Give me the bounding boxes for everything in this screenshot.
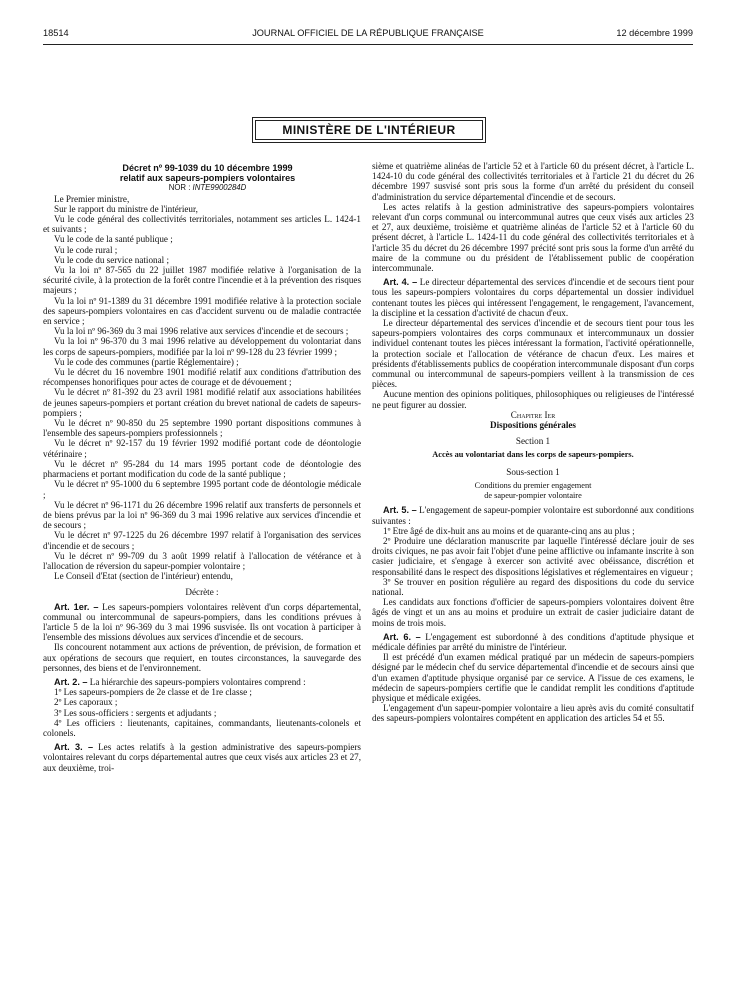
nor-value: INTE9900284D — [192, 183, 247, 193]
paragraph: Il est précédé d'un examen médical pratiqué par un médecin de sapeurs-pompiers désigné par le médecin chef du service départemental d'incendie et de secours ainsi que d'un examen d'aptitude physique organisé par ce service. A l'issue de ces examens, le médecin de sapeurs-pompiers certifie que le candidat remplit les conditions d'aptitude physique et médicale exigées. — [372, 652, 694, 703]
paragraph: Les actes relatifs à la gestion administrative des sapeurs-pompiers volontaires relevant d'un corps communal ou intercommunal autres que ceux visés aux articles 23 et 27, aux deuxième, troisième et quatrième alinéas de l'article 52 et à l'article 60 du présent décret, à l'article L. 1424-11 du code général des collectivités territoriales et à l'article 35 du décret du 26 décembre 1997 précité sont pris sous la forme d'un arrêté du maire de la commune ou du président de l'établissement public de coopération intercommunale. — [372, 201, 694, 274]
paragraph: Vu le décret nº 96-1171 du 26 décembre 1996 relatif aux transferts de personnels et de biens prévus par la loi nº 96-369 du 3 mai 1996 relative aux services d'incendie et de secours ; — [43, 499, 361, 531]
chapter-heading: Chapitre Ier — [510, 409, 556, 420]
right-column — [372, 161, 694, 724]
paragraph: Le Premier ministre, — [54, 193, 130, 204]
paragraph: Sur le rapport du ministre de l'intérieur, — [54, 203, 198, 214]
ministry-title: MINISTÈRE DE L'INTÉRIEUR — [255, 120, 483, 140]
paragraph: Vu le code général des collectivités territoriales, notamment ses articles L. 1424-1 et suivants ; — [43, 214, 361, 235]
paragraph: Aucune mention des opinions politiques, philosophiques ou religieuses de l'intéressé ne peut figurer au dossier. — [372, 389, 694, 410]
list-item: 2º Les caporaux ; — [54, 697, 118, 708]
paragraph: Vu le décret nº 90-850 du 25 septembre 1990 portant dispositions communes à l'ensemble des sapeurs-pompiers professionnels ; — [43, 418, 361, 439]
article-label: Art. 1er. – — [54, 601, 99, 612]
paragraph: L'engagement d'un sapeur-pompier volontaire a lieu après avis du comité consultatif des sapeurs-pompiers volontaires compétent en application des articles 54 et 55. — [372, 703, 694, 724]
article-label: Art. 2. – — [54, 676, 88, 687]
header-rule — [43, 44, 693, 45]
decree-title: Décret nº 99-1039 du 10 décembre 1999 — [122, 163, 293, 173]
article-3: Art. 3. – Les actes relatifs à la gestion administrative des sapeurs-pompiers volontaires relevant du corps départemental autres que ceux visés aux articles 23 et 27, aux deuxième, troi- — [43, 742, 361, 773]
paragraph: Vu le décret nº 95-1000 du 6 septembre 1995 portant code de déontologie médicale ; — [43, 479, 361, 500]
paragraph: sième et quatrième alinéas de l'article 52 et à l'article 60 du présent décret, à l'article L. 1424-10 du code général des collectivités territoriales et à l'article 21 du décret du 26 décembre 1997 susvisé sont pris sous la forme d'un arrêté du président du conseil d'administration du service départemental d'incendie et de secours. — [372, 161, 694, 202]
page-header — [43, 28, 693, 42]
paragraph: Les candidats aux fonctions d'officier de sapeurs-pompiers volontaires doivent être âgés de vingt et un ans au moins et produire un extrait de casier judiciaire datant de moins de trois mois. — [372, 597, 694, 628]
paragraph: Vu le code du service national ; — [54, 254, 169, 265]
list-item: 2º Produire une déclaration manuscrite par laquelle l'intéressé déclare jouir de ses droits civiques, ne pas avoir fait l'objet d'une peine afflictive ou infamante inscrite à son casier judiciaire, et s'engage à exercer son activité avec obéissance, discrétion et responsabilité dans le respect des dispositions législatives et réglementaires en vigueur ; — [372, 535, 694, 577]
paragraph: Vu le code rural ; — [54, 244, 118, 255]
decree-subtitle: relatif aux sapeurs-pompiers volontaires — [119, 173, 296, 184]
paragraph: Vu le décret nº 97-1225 du 26 décembre 1997 relatif à l'organisation des services d'incendie et de secours ; — [43, 530, 361, 551]
paragraph: Vu la loi nº 87-565 du 22 juillet 1987 modifiée relative à l'organisation de la sécurité civile, à la protection de la forêt contre l'incendie et à la prévention des risques majeurs ; — [43, 265, 361, 296]
article-label: Art. 5. – — [383, 505, 417, 516]
article-4: Art. 4. – Le directeur départemental des services d'incendie et de secours tient pour tous les sapeurs-pompiers volontaires du corps départemental un dossier individuel contenant toutes les pièces qui intéressent l'engagement, le rengagement, l'avancement, la discipline et la cessation d'activité de chacun d'eux. — [372, 277, 694, 318]
paragraph: Ils concourent notamment aux actions de prévention, de prévision, de formation et aux opérations de secours que requiert, en toutes circonstances, la sauvegarde des personnes, des biens et de l'environnement. — [43, 642, 361, 673]
list-item: 3º Les sous-officiers : sergents et adjudants ; — [54, 707, 217, 718]
article-label: Art. 3. – — [54, 742, 94, 753]
list-item: 4º Les officiers : lieutenants, capitaines, commandants, lieutenants-colonels et colonels. — [43, 717, 361, 738]
article-6: Art. 6. – L'engagement est subordonné à des conditions d'aptitude physique et médicale définies par arrêté du ministre de l'intérieur. — [372, 631, 694, 652]
list-item: 1º Les sapeurs-pompiers de 2e classe et de 1re classe ; — [54, 687, 252, 698]
subsection-title: Conditions du premier engagement — [474, 480, 592, 490]
paragraph: Vu le code de la santé publique ; — [54, 234, 173, 245]
left-column — [43, 163, 361, 773]
list-item: 3º Se trouver en position régulière au regard des dispositions du code du service national. — [372, 576, 694, 597]
decrete-heading: Décrète : — [185, 587, 219, 598]
paragraph: Vu la loi nº 96-370 du 3 mai 1996 relative au développement du volontariat dans les corps de sapeurs-pompiers, modifiée par la loi nº 99-128 du 23 février 1999 ; — [43, 336, 361, 357]
paragraph: Le directeur départemental des services d'incendie et de secours tient pour tous les sapeurs-pompiers volontaires des corps communaux et intercommunaux un dossier individuel contenant toutes les pièces intéressant la formation, l'activité opérationnelle, la protection sociale et l'allocation de vétérance de chacun d'eux. Les maires et présidents d'établissements publics de coopération intercommunale disposant d'un corps communal ou intercommunal de sapeurs-pompiers veillent à la transmission de ces pièces. — [372, 318, 694, 390]
paragraph: Vu la loi nº 96-369 du 3 mai 1996 relative aux services d'incendie et de secours ; — [54, 326, 349, 337]
article-2: Art. 2. – La hiérarchie des sapeurs-pompiers volontaires comprend : — [54, 676, 306, 687]
article-label: Art. 4. – — [383, 277, 418, 288]
page-number: 18514 — [43, 28, 69, 38]
ministry-box — [252, 117, 486, 143]
list-item: 1º Etre âgé de dix-huit ans au moins et de quarante-cinq ans au plus ; — [383, 525, 635, 536]
paragraph: Vu le décret nº 99-709 du 3 août 1999 relatif à l'allocation de vétérance et à l'allocation de réversion du sapeur-pompier volontaire ; — [43, 550, 361, 571]
subsection-heading: Sous-section 1 — [506, 466, 560, 477]
subsection-title: de sapeur-pompier volontaire — [484, 491, 582, 501]
paragraph: Vu le décret du 16 novembre 1901 modifié relatif aux conditions d'attribution des récompenses honorifiques pour actes de courage et de dévouement ; — [43, 367, 361, 388]
paragraph: Vu le code des communes (partie Réglementaire) ; — [54, 356, 239, 367]
paragraph: Vu la loi nº 91-1389 du 31 décembre 1991 modifiée relative à la protection sociale des sapeurs-pompiers volontaires en cas d'accident survenu ou de maladie contractée en service ; — [43, 295, 361, 327]
nor-reference: NOR : INTE9900284D — [168, 183, 247, 193]
paragraph: Vu le décret nº 92-157 du 19 février 1992 modifié portant code de déontologie vétérinaire ; — [43, 438, 361, 459]
article-1: Art. 1er. – Les sapeurs-pompiers volontaires relèvent d'un corps départemental, communal ou intercommunal de sapeurs-pompiers, dans les conditions prévues à l'article 5 de la loi nº 96-369 du 3 mai 1996 susvisée. Ils ont vocation à participer à l'ensemble des missions dévolues aux services d'incendie et de secours. — [43, 601, 362, 643]
article-5: Art. 5. – L'engagement de sapeur-pompier volontaire est subordonné aux conditions suivantes : — [372, 505, 694, 526]
section-heading: Section 1 — [515, 436, 551, 447]
article-label: Art. 6. – — [383, 631, 421, 642]
issue-date: 12 décembre 1999 — [616, 28, 693, 38]
paragraph: Le Conseil d'Etat (section de l'intérieur) entendu, — [54, 571, 233, 582]
chapter-title: Dispositions générales — [490, 420, 576, 431]
paragraph: Vu le décret nº 95-284 du 14 mars 1995 portant code de déontologie des pharmaciens et portant modification du code de la santé publique ; — [43, 458, 361, 480]
paragraph: Vu le décret nº 81-392 du 23 avril 1981 modifié relatif aux associations habilitées de jeunes sapeurs-pompiers et portant création du brevet national de cadets de sapeurs-pompiers ; — [43, 387, 361, 418]
journal-title: JOURNAL OFFICIEL DE LA RÉPUBLIQUE FRANÇAISE — [252, 28, 484, 38]
section-title: Accès au volontariat dans les corps de sapeurs-pompiers. — [432, 450, 634, 460]
